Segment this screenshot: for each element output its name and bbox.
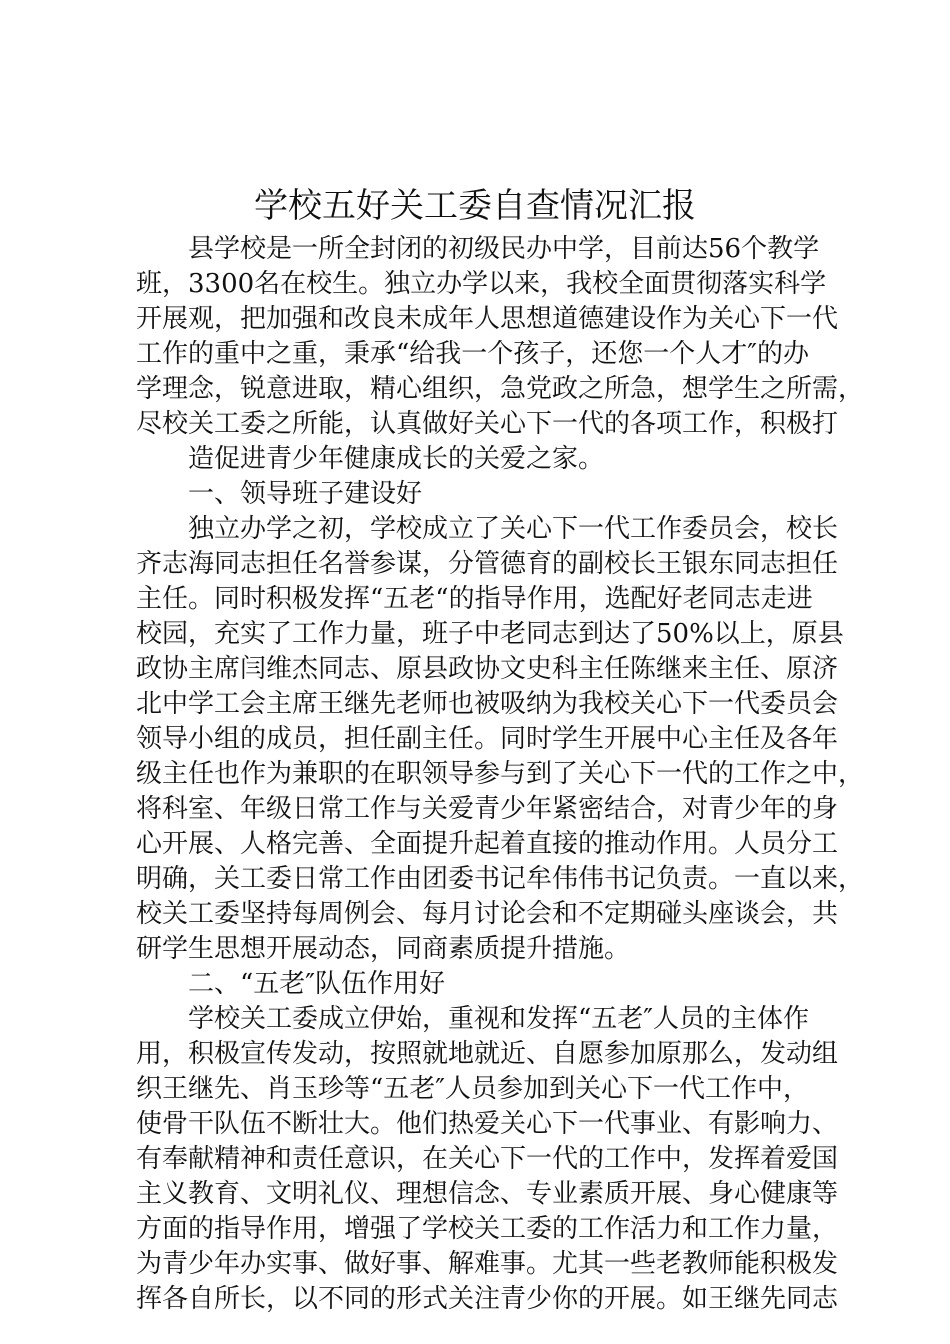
text-line: 使骨干队伍不断壮大。他们热爱关心下一代事业、有影响力、 [136, 1109, 839, 1139]
text-line: 独立办学之初，学校成立了关心下一代工作委员会，校长 [188, 514, 839, 544]
text-line: 一、领导班子建设好 [188, 479, 423, 509]
text-line: 级主任也作为兼职的在职领导参与到了关心下一代的工作之中， [136, 759, 865, 789]
text-line: 用，积极宣传发动，按照就地就近、自愿参加原那么，发动组 [136, 1039, 839, 1069]
text-line: 有奉献精神和责任意识，在关心下一代的工作中，发挥着爱国 [136, 1144, 839, 1174]
text-line: 校关工委坚持每周例会、每月讨论会和不定期碰头座谈会，共 [136, 899, 839, 929]
text-line: 县学校是一所全封闭的初级民办中学，目前达56个教学 [188, 234, 820, 264]
text-line: 织王继先、肖玉珍等“五老″人员参加到关心下一代工作中， [136, 1074, 810, 1104]
document-title: 学校五好关工委自查情况汇报 [254, 186, 696, 226]
text-line: 班，3300名在校生。独立办学以来，我校全面贯彻落实科学 [136, 269, 827, 299]
text-line: 北中学工会主席王继先老师也被吸纳为我校关心下一代委员会 [136, 689, 839, 719]
text-line: 方面的指导作用，增强了学校关工委的工作活力和工作力量， [136, 1214, 839, 1244]
text-line: 为青少年办实事、做好事、解难事。尤其一些老教师能积极发 [136, 1249, 839, 1279]
text-line: 校园，充实了工作力量，班子中老同志到达了50%以上，原县 [136, 619, 844, 649]
text-line: 学理念，锐意进取，精心组织，急党政之所急，想学生之所需， [136, 374, 865, 404]
text-line: 政协主席闫维杰同志、原县政协文史科主任陈继来主任、原济 [136, 654, 839, 684]
text-line: 工作的重中之重，秉承“给我一个孩子，还您一个人才″的办 [136, 339, 810, 369]
text-line: 齐志海同志担任名誉参谋，分管德育的副校长王银东同志担任 [136, 549, 839, 579]
text-line: 尽校关工委之所能，认真做好关心下一代的各项工作，积极打 [136, 409, 839, 439]
text-line: 主义教育、文明礼仪、理想信念、专业素质开展、身心健康等 [136, 1179, 839, 1209]
text-line: 开展观，把加强和改良未成年人思想道德建设作为关心下一代 [136, 304, 839, 334]
text-line: 明确，关工委日常工作由团委书记牟伟伟书记负责。一直以来， [136, 864, 865, 894]
text-line: 二、“五老″队伍作用好 [188, 969, 446, 999]
document-body [136, 232, 865, 1317]
text-line: 主任。同时积极发挥“五老“的指导作用，选配好老同志走进 [136, 584, 813, 614]
text-line: 将科室、年级日常工作与关爱青少年紧密结合，对青少年的身 [136, 794, 839, 824]
text-line: 研学生思想开展动态，同商素质提升措施。 [136, 934, 631, 964]
text-line: 造促进青少年健康成长的关爱之家。 [188, 444, 605, 474]
text-line: 心开展、人格完善、全面提升起着直接的推动作用。人员分工 [136, 829, 839, 859]
text-line: 领导小组的成员，担任副主任。同时学生开展中心主任及各年 [136, 724, 839, 754]
text-line: 学校关工委成立伊始，重视和发挥“五老″人员的主体作 [188, 1004, 810, 1034]
text-line: 挥各自所长，以不同的形式关注青少你的开展。如王继先同志 [136, 1284, 839, 1314]
